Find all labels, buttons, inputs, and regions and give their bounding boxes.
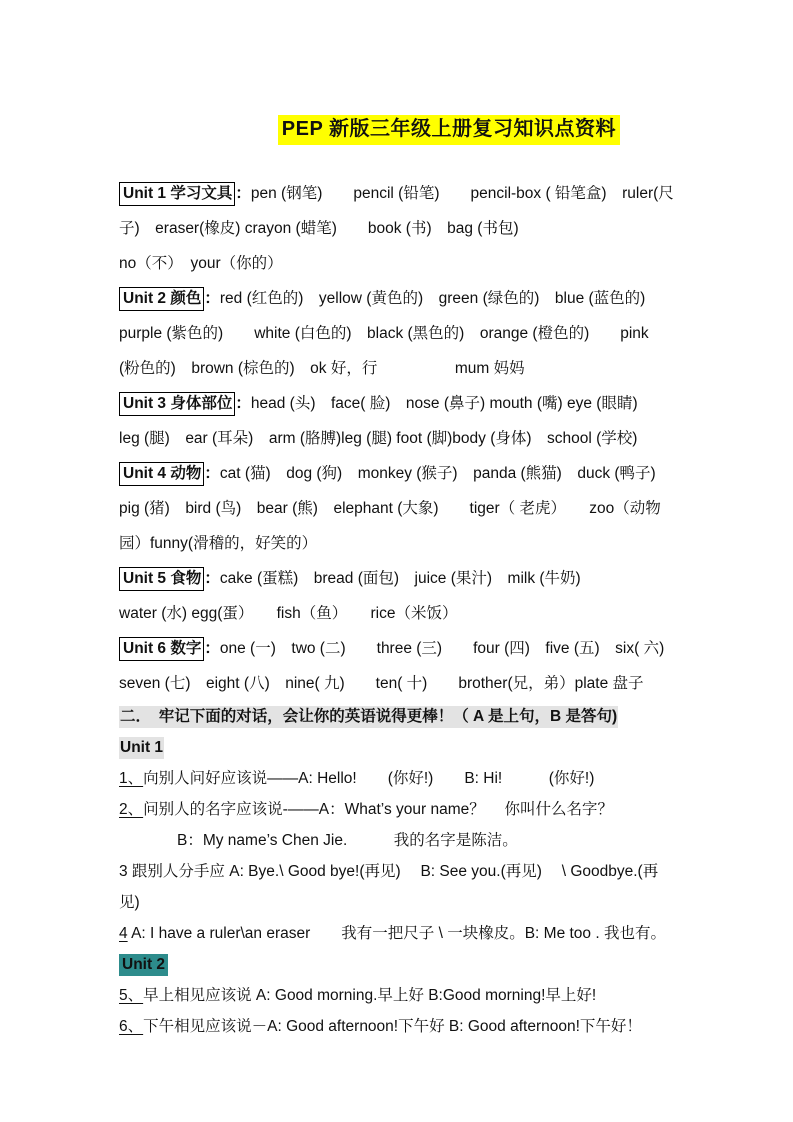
- text-segment: ：: [204, 570, 220, 587]
- text-segment: one (一) two (二) three (三) four (四) five (五) six( 六): [219, 640, 665, 657]
- text-line: [119, 980, 683, 1011]
- text-line: [119, 386, 683, 421]
- text-segment: pig (猪) bird (鸟) bear (熊) elephant (大象) tiger（ 老虎） zoo（动物: [119, 500, 661, 517]
- text-segment: head (头) face( 脸) nose (鼻子) mouth (嘴) eye (眼睛): [250, 395, 638, 412]
- text-line: [119, 421, 683, 456]
- text-segment: 5、: [119, 987, 144, 1004]
- text-segment: 见): [119, 894, 140, 911]
- text-line: [119, 794, 683, 825]
- text-segment: 子) eraser(橡皮) crayon (蜡笔) book (书) bag (书包): [119, 220, 519, 237]
- text-segment: water (水) egg(蛋） fish（鱼） rice（米饭）: [119, 605, 458, 622]
- unit-header-box: Unit 4 动物: [119, 462, 204, 486]
- text-segment: 3 跟别人分手应 A: Bye.\ Good bye!(再见) B: See you.(再见) \ Goodbye.(再: [119, 863, 659, 880]
- text-segment: 6、: [119, 1018, 144, 1035]
- text-line: [119, 316, 683, 351]
- text-segment: purple (紫色的) white (白色的) black (黑色的) orange (橙色的) pink: [119, 325, 649, 342]
- text-line: [119, 763, 683, 794]
- text-segment: red (红色的) yellow (黄色的) green (绿色的) blue (蓝色的): [219, 290, 646, 307]
- text-line: [119, 887, 683, 918]
- text-segment: ：: [235, 185, 251, 202]
- text-line: [119, 631, 683, 666]
- highlighted-heading: 二． 牢记下面的对话，会让你的英语说得更棒！（ A 是上句，B 是答句): [119, 706, 618, 728]
- text-segment: no（不） your（你的）: [119, 255, 283, 272]
- text-line: [119, 351, 683, 386]
- text-segment: leg (腿) ear (耳朵) arm (胳膊)leg (腿) foot (脚)body (身体) school (学校): [119, 430, 638, 447]
- text-line: [119, 732, 683, 763]
- text-line: [119, 246, 683, 281]
- text-line: [119, 856, 683, 887]
- text-segment: cake (蛋糕) bread (面包) juice (果汁) milk (牛奶): [219, 570, 581, 587]
- text-line: [119, 211, 683, 246]
- unit-header-box: Unit 5 食物: [119, 567, 204, 591]
- text-segment: ：: [235, 395, 251, 412]
- text-segment: 园）funny(滑稽的，好笑的）: [119, 535, 318, 552]
- text-segment: ：: [204, 465, 220, 482]
- text-line: [119, 456, 683, 491]
- unit-header-box: Unit 2 颜色: [119, 287, 204, 311]
- text-segment: 4: [119, 925, 128, 942]
- text-segment: 1、: [119, 770, 144, 787]
- text-segment: ：: [204, 290, 220, 307]
- highlighted-heading: Unit 1: [119, 737, 164, 759]
- text-line: [119, 176, 683, 211]
- text-line: [119, 701, 683, 732]
- text-line: [119, 918, 683, 949]
- text-segment: A: I have a ruler\an eraser 我有一把尺子 \ 一块橡皮。B: Me too . 我也有。: [127, 925, 666, 942]
- text-segment: cat (猫) dog (狗) monkey (猴子) panda (熊猫) duck (鸭子): [219, 465, 656, 482]
- text-line: [119, 596, 683, 631]
- text-line: [119, 491, 683, 526]
- title-row: [197, 97, 683, 163]
- text-line: [119, 561, 683, 596]
- text-segment: 下午相见应该说－A: Good afternoon!下午好 B: Good afternoon!下午好！: [143, 1018, 642, 1035]
- text-line: [119, 825, 683, 856]
- text-segment: B：My name’s Chen Jie. 我的名字是陈洁。: [177, 832, 518, 849]
- text-segment: (粉色的) brown (棕色的) ok 好，行 mum 妈妈: [119, 360, 525, 377]
- text-segment: 早上相见应该说 A: Good morning.早上好 B:Good morning!早上好!: [143, 987, 597, 1004]
- text-line: [119, 949, 683, 980]
- text-line: [119, 1011, 683, 1042]
- unit-header-box: Unit 6 数字: [119, 637, 204, 661]
- document-title: PEP 新版三年级上册复习知识点资料: [278, 115, 620, 145]
- text-segment: 问别人的名字应该说-――A：What’s your name？ 你叫什么名字？: [143, 801, 614, 818]
- text-segment: ：: [204, 640, 220, 657]
- text-segment: seven (七) eight (八) nine( 九) ten( 十) brother(兄，弟）plate 盘子: [119, 675, 644, 692]
- text-segment: 2、: [119, 801, 144, 818]
- unit-header-box: Unit 3 身体部位: [119, 392, 235, 416]
- text-segment: 向别人问好应该说――A: Hello! (你好!) B: Hi! (你好!): [143, 770, 595, 787]
- text-line: [119, 526, 683, 561]
- highlighted-heading: Unit 2: [119, 954, 168, 976]
- text-line: [119, 666, 683, 701]
- text-segment: pen (钢笔) pencil (铅笔) pencil-box ( 铅笔盒) ruler(尺: [250, 185, 674, 202]
- document-body: [119, 176, 683, 1042]
- unit-header-box: Unit 1 学习文具: [119, 182, 235, 206]
- text-line: [119, 281, 683, 316]
